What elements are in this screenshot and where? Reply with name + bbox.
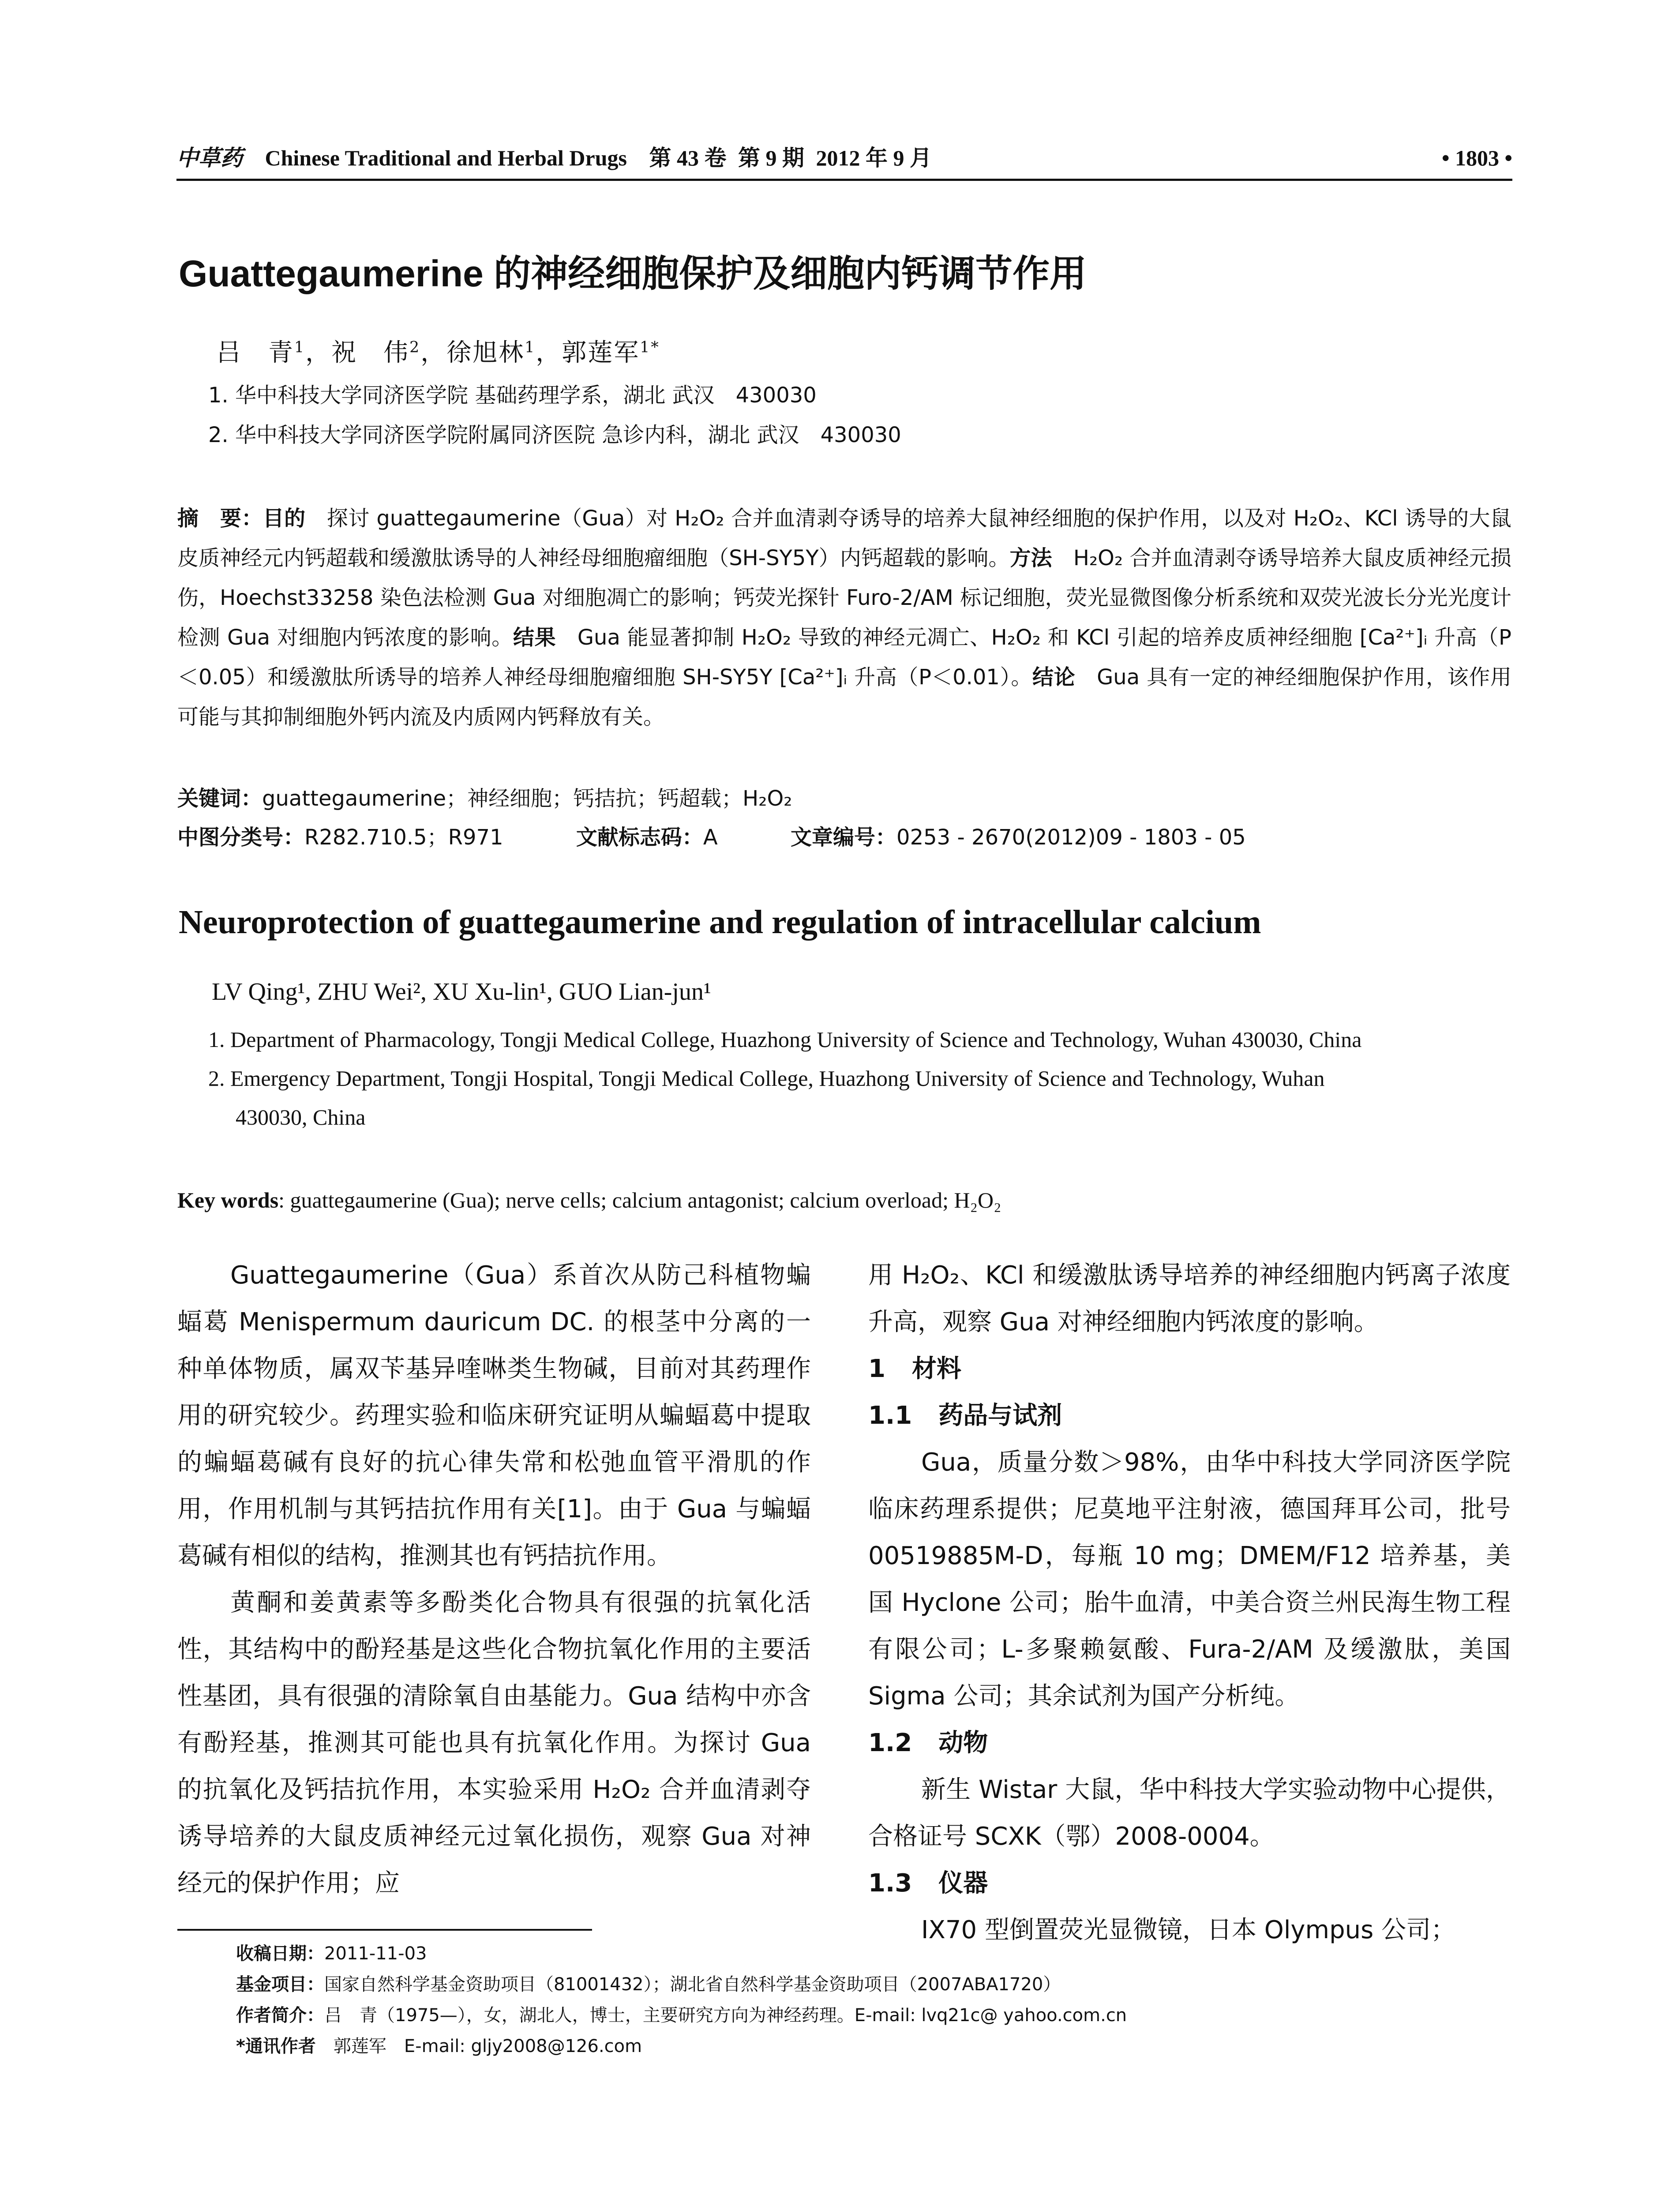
author-cn: 祝 伟 — [331, 338, 410, 367]
classification-line — [177, 820, 1246, 855]
affiliation-cn-2: 2. 华中科技大学同济医学院附属同济医院 急诊内科，湖北 武汉 430030 — [208, 423, 901, 447]
body-paragraph: 用 H₂O₂、KCl 和缓激肽诱导培养的神经细胞内钙离子浓度升高，观察 Gua 对神经细胞内钙浓度的影响。 — [868, 1261, 1511, 1336]
clc-value: R282.710.5；R971 — [304, 825, 503, 850]
affiliation-cn-1: 1. 华中科技大学同济医学院 基础药理学系，湖北 武汉 430030 — [208, 383, 817, 408]
method-text: H₂O₂ 合并血清剥夺诱导培养大鼠皮质神经元损伤，Hoechst33258 染色法检测 Gua 对细胞凋亡的影响；钙荧光探针 Furo-2/AM 标记细胞，荧光显微图像分析系统和双荧光波长分光光度计检测 Gua 对细胞内钙浓度的影响。 — [177, 546, 1511, 650]
author-mark: 1 — [294, 338, 306, 356]
doc-code-value: A — [703, 825, 718, 850]
affiliation-en-1: 1. Department of Pharmacology, Tongji Medical College, Huazhong University of Science and Technology, Wuhan 430030, China — [208, 1027, 1362, 1052]
journal-date: 2012 年 9 月 — [816, 146, 932, 170]
subsection-heading: 1.3 仪器 — [868, 1869, 988, 1898]
title-en: Neuroprotection of guattegaumerine and regulation of intracellular calcium — [179, 904, 1261, 941]
doc-code-label: 文献标志码： — [576, 825, 703, 850]
header-rule — [176, 179, 1512, 181]
journal-volume: 第 43 卷 — [649, 146, 727, 170]
journal-issue: 第 9 期 — [738, 146, 804, 170]
footnote-received: 收稿日期：2011-11-03 — [236, 1943, 427, 1964]
journal-name-en: Chinese Traditional and Herbal Drugs — [265, 146, 627, 170]
affiliation-en-2-line2: 430030, China — [236, 1105, 366, 1129]
section-heading: 1 材料 — [868, 1354, 961, 1383]
keywords-en — [177, 1182, 1001, 1218]
running-header — [176, 140, 1509, 176]
footnote-author: 作者简介：吕 青（1975—），女，湖北人，博士，主要研究方向为神经药理。E-mail: lvq21c@ yahoo.com.cn — [236, 2005, 1127, 2026]
abstract-label: 摘 要： — [177, 506, 263, 531]
clc-label: 中图分类号： — [177, 825, 305, 850]
keywords-en-text: : guattegaumerine (Gua); nerve cells; calcium antagonist; calcium overload; H₂O₂ — [278, 1188, 1001, 1212]
footnote-fund: 基金项目：国家自然科学基金资助项目（81001432）；湖北省自然科学基金资助项目（2007ABA1720） — [236, 1974, 1061, 1995]
author-cn: 吕 青 — [216, 338, 294, 367]
author-mark: 1* — [640, 338, 660, 356]
author-cn: 徐旭林 — [446, 338, 525, 367]
conclusion-label: 结论 — [1032, 665, 1076, 690]
result-label: 结果 — [513, 625, 556, 650]
keywords-cn-text: guattegaumerine；神经细胞；钙拮抗；钙超载；H₂O₂ — [262, 786, 792, 811]
keywords-en-label: Key words — [177, 1188, 279, 1212]
subsection-heading: 1.1 药品与试剂 — [868, 1401, 1062, 1430]
affiliation-en-2-line1: 2. Emergency Department, Tongji Hospital, Tongji Medical College, Huazhong University of Science and Technology, Wuhan — [208, 1066, 1325, 1091]
objective-label: 目的 — [262, 506, 306, 531]
method-label: 方法 — [1009, 546, 1052, 570]
objective-text: 探讨 guattegaumerine（Gua）对 H₂O₂ 合并血清剥夺诱导的培养大鼠神经细胞的保护作用，以及对 H₂O₂、KCl 诱导的大鼠皮质神经元内钙超载和缓激肽诱导的人神经母细胞瘤细胞（SH-SY5Y）内钙超载的影响。 — [177, 506, 1511, 570]
abstract-cn — [177, 499, 1511, 737]
body-column-right — [868, 1252, 1511, 1954]
footnote-corresponding: *通讯作者 郭莲军 E-mail: gljy2008@126.com — [236, 2036, 642, 2056]
author-cn: 郭莲军 — [562, 338, 640, 367]
page-number: • 1803 • — [1441, 146, 1512, 170]
authors-cn: 吕 青$^1$，祝 伟$^2$，徐旭林$^1$，郭莲军$^{1*}$ — [216, 338, 660, 367]
body-paragraph: Guattegaumerine（Gua）系首次从防己科植物蝙蝠葛 Menispermum dauricum DC. 的根茎中分离的一种单体物质，属双苄基异喹啉类生物碱，目前对其药理作用的研究较少。药理实验和临床研究证明从蝙蝠葛中提取的蝙蝠葛碱有良好的抗心律失常和松弛血管平滑肌的作用，作用机制与其钙拮抗作用有关[1]。由于 Gua 与蝙蝠葛碱有相似的结构，推测其也有钙拮抗作用。 — [177, 1261, 811, 1570]
footnote-rule — [177, 1929, 592, 1931]
article-number-label: 文章编号： — [791, 825, 897, 850]
conclusion-text: Gua 具有一定的神经细胞保护作用，该作用可能与其抑制细胞外钙内流及内质网内钙释放有关。 — [177, 665, 1511, 729]
author-mark: 1 — [525, 338, 536, 356]
keywords-cn — [177, 781, 792, 816]
title-cn: Guattegaumerine 的神经细胞保护及细胞内钙调节作用 — [179, 253, 1087, 294]
article-number-value: 0253 - 2670(2012)09 - 1803 - 05 — [896, 825, 1246, 850]
journal-name-cn: 中草药 — [176, 145, 243, 171]
author-mark: 2 — [409, 338, 421, 356]
affiliation-en-2 — [208, 1059, 1514, 1137]
authors-en: LV Qing¹, ZHU Wei², XU Xu-lin¹, GUO Lian-jun¹ — [212, 978, 711, 1005]
subsection-heading: 1.2 动物 — [868, 1729, 988, 1757]
result-text: Gua 能显著抑制 H₂O₂ 导致的神经元凋亡、H₂O₂ 和 KCl 引起的培养皮质神经细胞 [Ca²⁺]ᵢ 升高（P＜0.05）和缓激肽所诱导的培养人神经母细胞瘤细胞 SH-SY5Y [Ca²⁺]ᵢ 升高（P＜0.01）。 — [177, 625, 1511, 690]
keywords-cn-label: 关键词： — [177, 786, 262, 811]
body-paragraph: 新生 Wistar 大鼠，华中科技大学实验动物中心提供，合格证号 SCXK（鄂）2008-0004。 — [868, 1775, 1511, 1851]
body-paragraph: 黄酮和姜黄素等多酚类化合物具有很强的抗氧化活性，其结构中的酚羟基是这些化合物抗氧化作用的主要活性基团，具有很强的清除氧自由基能力。Gua 结构中亦含有酚羟基，推测其可能也具有抗氧化作用。为探讨 Gua 的抗氧化及钙拮抗作用，本实验采用 H₂O₂ 合并血清剥夺诱导培养的大鼠皮质神经元过氧化损伤，观察 Gua 对神经元的保护作用；应 — [177, 1588, 811, 1898]
body-paragraph: Gua，质量分数＞98%，由华中科技大学同济医学院临床药理系提供；尼莫地平注射液，德国拜耳公司，批号 00519885M-D，每瓶 10 mg；DMEM/F12 培养基，美国 Hyclone 公司；胎牛血清，中美合资兰州民海生物工程有限公司；L-多聚赖氨酸、Fura-2/AM 及缓激肽，美国 Sigma 公司；其余试剂为国产分析纯。 — [868, 1448, 1511, 1711]
body-column-left — [177, 1252, 811, 1907]
body-paragraph: IX70 型倒置荧光显微镜，日本 Olympus 公司； — [921, 1916, 1456, 1944]
